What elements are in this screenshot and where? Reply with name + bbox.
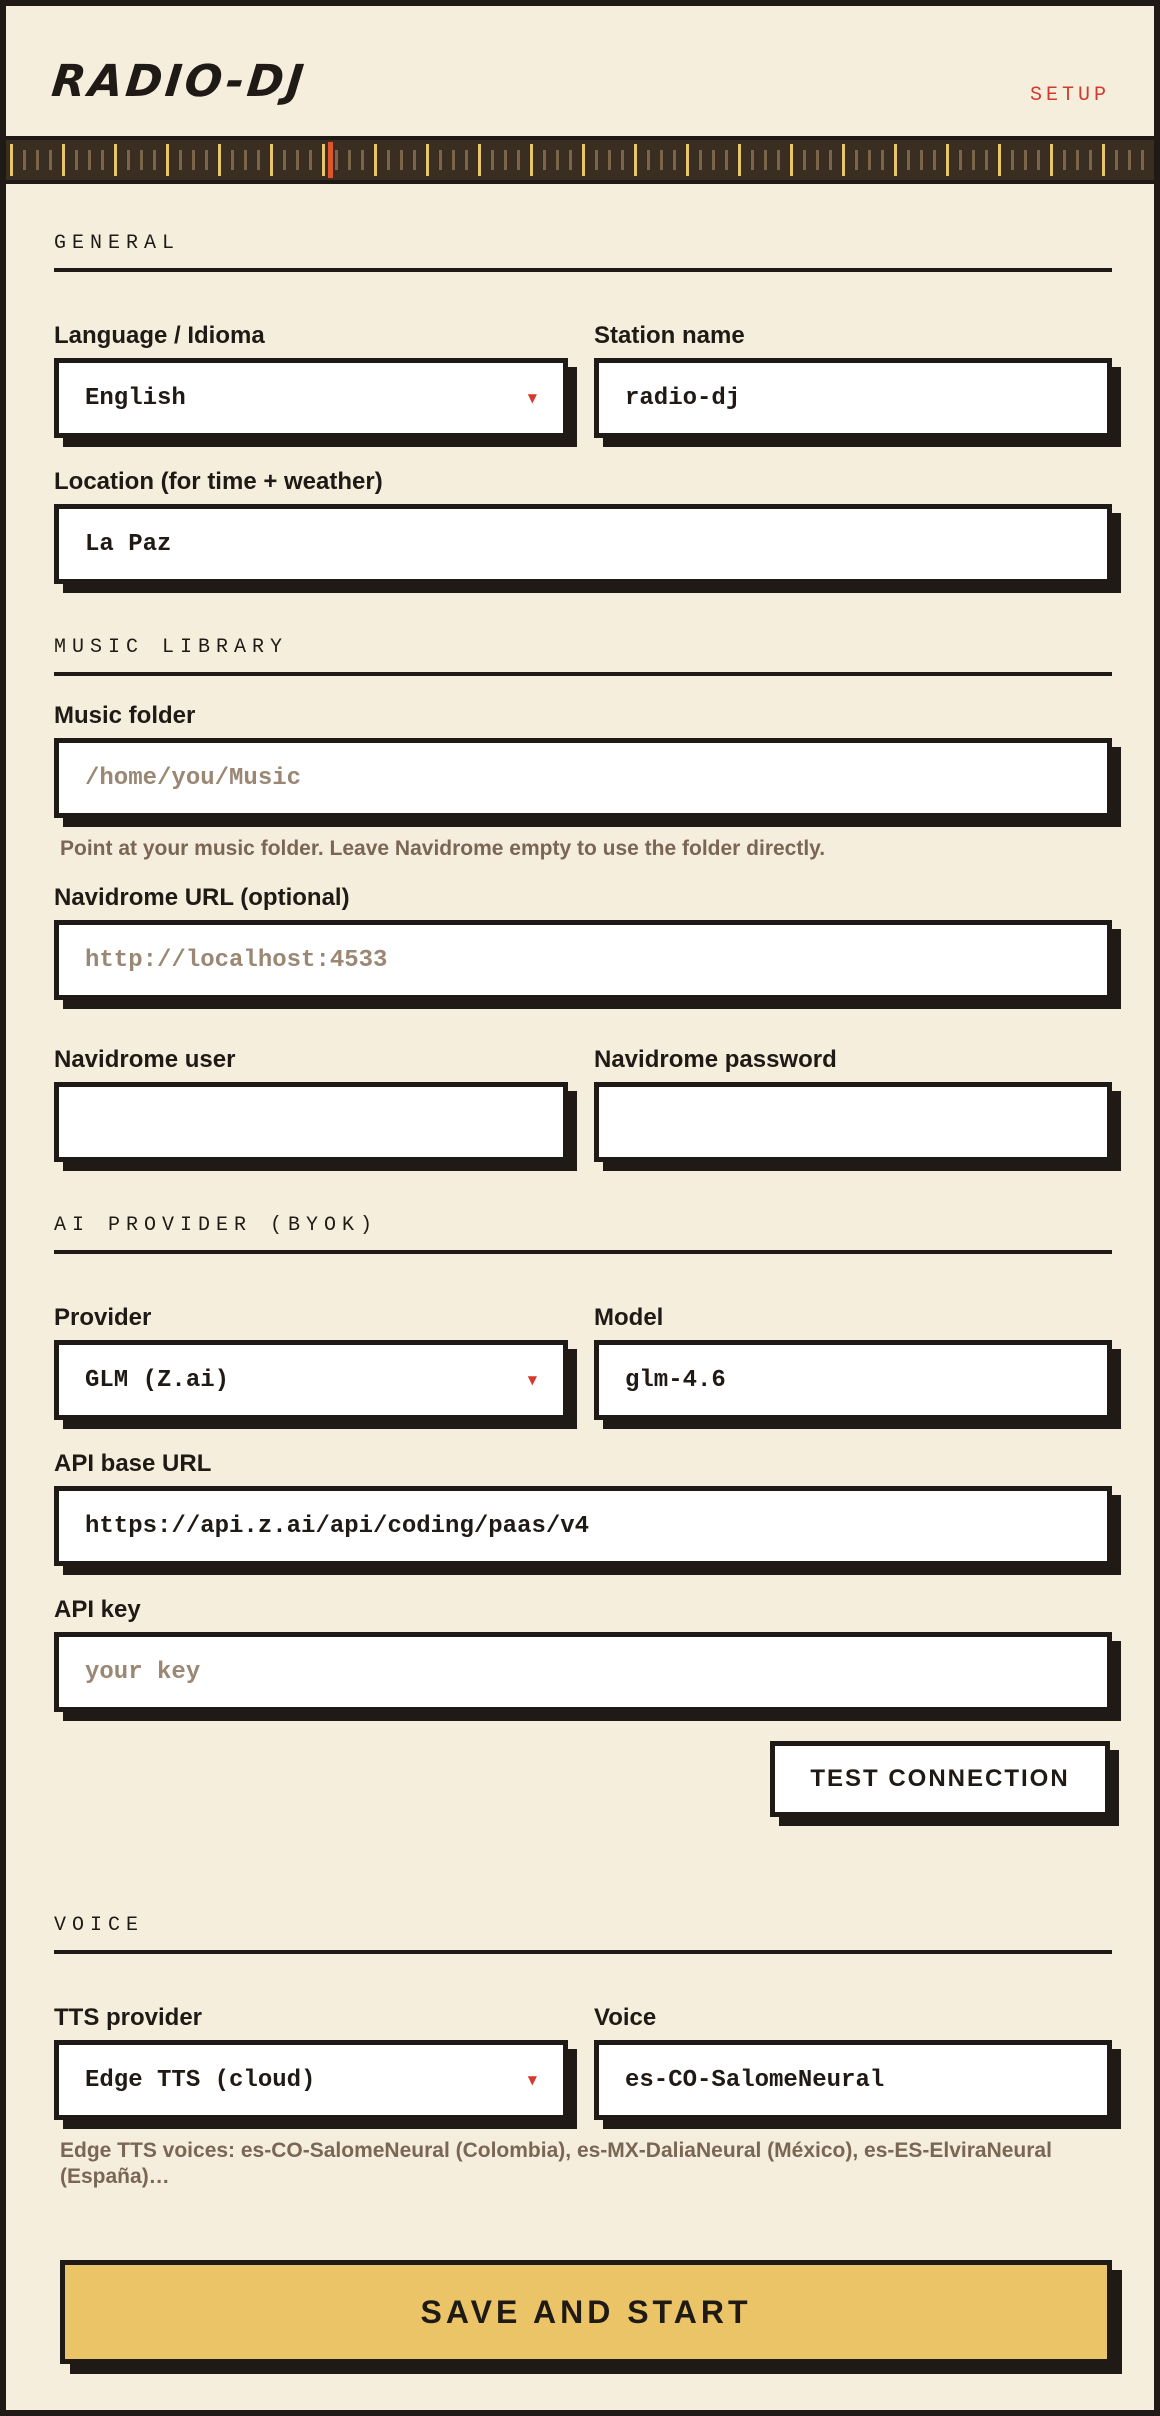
location-input[interactable] [85,531,1081,558]
api-base-url-input[interactable] [85,1513,1081,1540]
ticker-tick [686,144,689,176]
ticker-tick [699,150,702,170]
ticker-tick [868,150,871,170]
ticker-tick [1089,150,1092,170]
ticker-tick [400,150,403,170]
ticker-needle [328,142,333,178]
api-key-label: API key [54,1596,141,1623]
music-folder-hint: Point at your music folder. Leave Navidrome empty to use the folder directly. [60,837,826,860]
logo: RADIO-DJ [49,56,309,107]
ticker-tick [283,150,286,170]
ticker-tick [751,150,754,170]
ticker-tick [959,150,962,170]
ticker-tick [712,150,715,170]
ticker-tick [764,150,767,170]
section-title-music: MUSIC LIBRARY [54,636,289,659]
provider-label: Provider [54,1304,152,1331]
voice-label: Voice [594,2004,657,2031]
provider-select-value: GLM (Z.ai) [85,1366,230,1394]
chevron-down-icon: ▼ [527,1373,537,1387]
voice-input[interactable] [625,2067,1081,2094]
navidrome-url-label: Navidrome URL (optional) [54,884,350,911]
navidrome-password-label: Navidrome password [594,1046,837,1073]
ticker-tick [998,144,1001,176]
ticker-tick [23,150,26,170]
ticker-tick [192,150,195,170]
ticker-tick [114,144,117,176]
navidrome-url-field[interactable] [54,920,1112,1000]
ticker-tick [660,150,663,170]
tts-provider-select[interactable] [54,2040,568,2120]
ticker-tick [36,150,39,170]
section-title-general: GENERAL [54,232,181,255]
ticker-tick [543,150,546,170]
model-field[interactable] [594,1340,1112,1420]
api-key-input[interactable] [85,1659,1081,1686]
ticker-tick [920,150,923,170]
navidrome-user-label: Navidrome user [54,1046,236,1073]
nav-setup-link[interactable]: SETUP [1029,84,1110,107]
ticker-tick [127,150,130,170]
ticker-tick [270,144,273,176]
ticker-tick [673,150,676,170]
ticker-tick [1050,144,1053,176]
ticker-tick [530,144,533,176]
frequency-ticker [6,140,1154,184]
ticker-tick [517,150,520,170]
station-name-label: Station name [594,322,745,349]
ticker-tick [374,144,377,176]
ticker-graphic [6,140,1154,180]
music-folder-label: Music folder [54,702,196,729]
ticker-tick [855,150,858,170]
header [6,6,1154,140]
navidrome-password-field[interactable] [594,1082,1112,1162]
ticker-tick [829,150,832,170]
ticker-tick [1102,144,1105,176]
language-select-value: English [85,384,186,412]
ticker-tick [413,150,416,170]
ticker-tick [972,150,975,170]
station-name-field[interactable] [594,358,1112,438]
ticker-tick [816,150,819,170]
ticker-tick [881,150,884,170]
ticker-tick [218,144,221,176]
location-field[interactable] [54,504,1112,584]
ticker-tick [179,150,182,170]
ticker-tick [478,144,481,176]
ticker-tick [725,150,728,170]
navidrome-user-field[interactable] [54,1082,568,1162]
ticker-tick [1128,150,1131,170]
navidrome-user-input[interactable] [85,1109,537,1136]
ticker-tick [985,150,988,170]
model-label: Model [594,1304,664,1331]
ticker-tick [140,150,143,170]
ticker-tick [10,144,13,176]
voice-field[interactable] [594,2040,1112,2120]
ticker-tick [361,150,364,170]
ticker-tick [335,150,338,170]
test-connection-button[interactable]: TEST CONNECTION [770,1741,1110,1817]
tts-provider-select-value: Edge TTS (cloud) [85,2066,316,2094]
music-folder-field[interactable] [54,738,1112,818]
ticker-tick [790,144,793,176]
api-key-field[interactable] [54,1632,1112,1712]
ticker-tick [62,144,65,176]
ticker-tick [322,144,325,176]
section-rule-ai [54,1250,1112,1254]
ticker-background [6,140,1154,180]
ticker-tick [556,150,559,170]
language-select[interactable] [54,358,568,438]
ticker-tick [88,150,91,170]
ticker-tick [75,150,78,170]
navidrome-url-input[interactable] [85,947,1081,974]
ticker-tick [1037,150,1040,170]
ticker-tick [1076,150,1079,170]
section-title-voice: VOICE [54,1914,145,1937]
ticker-tick [49,150,52,170]
language-label: Language / Idioma [54,322,265,349]
save-and-start-button[interactable]: SAVE AND START [60,2260,1112,2364]
ticker-tick [608,150,611,170]
ticker-tick [946,144,949,176]
location-label: Location (for time + weather) [54,468,383,495]
ticker-tick [166,144,169,176]
ticker-tick [621,150,624,170]
ticker-tick [348,150,351,170]
api-base-url-label: API base URL [54,1450,212,1477]
ticker-tick [803,150,806,170]
ticker-tick [842,144,845,176]
ticker-tick [1141,150,1144,170]
section-rule-general [54,268,1112,272]
ticker-tick [1024,150,1027,170]
section-rule-voice [54,1950,1112,1954]
tts-provider-label: TTS provider [54,2004,203,2031]
ticker-tick [1115,150,1118,170]
ticker-tick [569,150,572,170]
ticker-tick [1011,150,1014,170]
ticker-tick [1063,150,1066,170]
api-base-url-field[interactable] [54,1486,1112,1566]
ticker-tick [387,150,390,170]
ticker-tick [647,150,650,170]
ticker-tick [894,144,897,176]
ticker-tick [153,150,156,170]
ticker-tick [465,150,468,170]
section-rule-music [54,672,1112,676]
ticker-tick [504,150,507,170]
station-name-input[interactable] [625,385,1081,412]
ticker-tick [244,150,247,170]
ticker-tick [205,150,208,170]
ticker-tick [452,150,455,170]
provider-select[interactable] [54,1340,568,1420]
ticker-tick [738,144,741,176]
ticker-tick [296,150,299,170]
model-input[interactable] [625,1367,1081,1394]
ticker-tick [777,150,780,170]
ticker-tick [907,150,910,170]
ticker-tick [933,150,936,170]
ticker-tick [309,150,312,170]
chevron-down-icon: ▼ [527,2073,537,2087]
ticker-tick [439,150,442,170]
ticker-tick [101,150,104,170]
ticker-tick [231,150,234,170]
ticker-tick [634,144,637,176]
ticker-tick [582,144,585,176]
voice-hint: Edge TTS voices: es-CO-SalomeNeural (Colombia), es-MX-DaliaNeural (México), es-ES-ElviraNeural (España)… [60,2139,1052,2188]
ticker-tick [426,144,429,176]
chevron-down-icon: ▼ [527,391,537,405]
ticker-tick [257,150,260,170]
music-folder-input[interactable] [85,765,1081,792]
ticker-tick [491,150,494,170]
ticker-tick [595,150,598,170]
navidrome-password-input[interactable] [625,1109,1081,1136]
section-title-ai: AI PROVIDER (BYOK) [54,1214,379,1237]
